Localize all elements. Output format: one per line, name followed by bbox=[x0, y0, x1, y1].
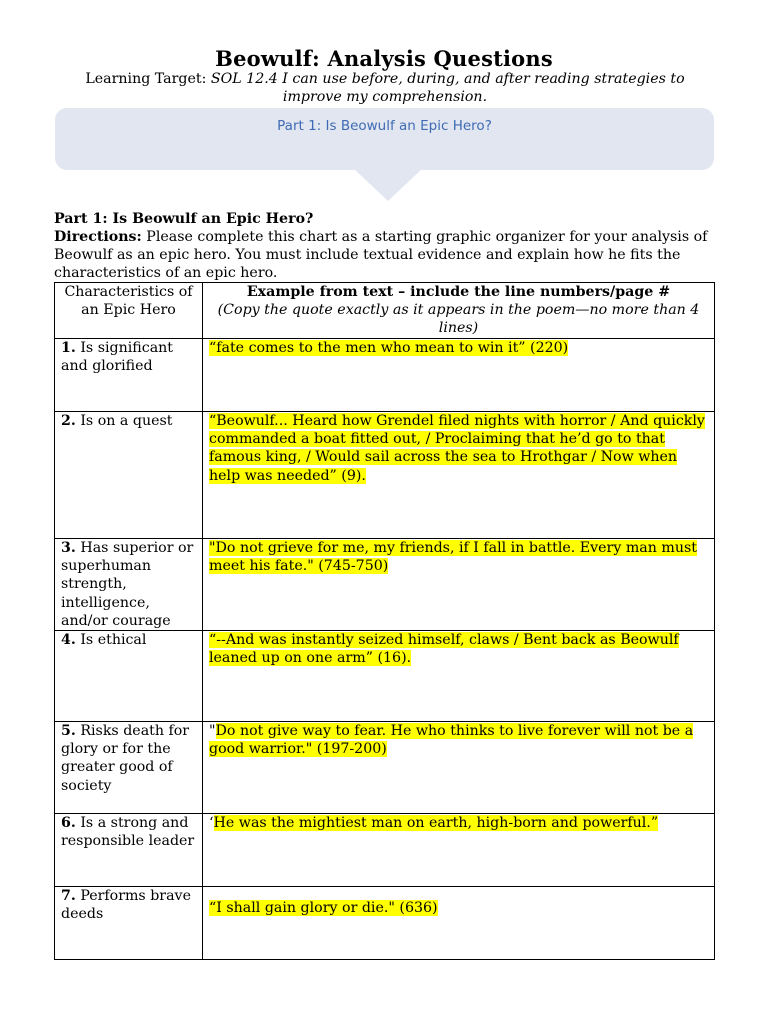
characteristic-label: Has superior or superhuman strength, intelligence, and/or courage bbox=[61, 540, 194, 629]
row-number: 3. bbox=[61, 540, 76, 556]
directions-label: Directions: bbox=[54, 229, 142, 245]
characteristic-cell bbox=[55, 412, 203, 539]
characteristic-cell bbox=[55, 539, 203, 631]
col2-header-subtitle: (Copy the quote exactly as it appears in the poem—no more than 4 lines) bbox=[217, 302, 700, 337]
intro-section bbox=[54, 210, 718, 282]
directions-text: Please complete this chart as a starting graphic organizer for your analysis of Beowulf as an epic hero. You must include textual evidence and explain how he fits the characteristics of an epic hero. bbox=[54, 229, 708, 281]
directions bbox=[54, 228, 718, 282]
quote-prefix: " bbox=[209, 723, 216, 740]
evidence-cell bbox=[203, 814, 715, 887]
part-heading bbox=[54, 210, 718, 228]
row-number: 2. bbox=[61, 413, 76, 429]
characteristic-label: Performs brave deeds bbox=[61, 888, 191, 923]
characteristic-cell bbox=[55, 814, 203, 887]
table-row bbox=[55, 887, 715, 960]
evidence-quote: “I shall gain glory or die." (636) bbox=[209, 900, 438, 917]
table-header-row bbox=[55, 283, 715, 339]
evidence-quote: He was the mightiest man on earth, high-born and powerful.” bbox=[213, 815, 659, 832]
part-title: : Is Beowulf an Epic Hero? bbox=[102, 211, 314, 227]
col2-header-title: Example from text – include the line numbers/page # bbox=[246, 284, 671, 300]
learning-target bbox=[55, 71, 715, 106]
evidence-cell bbox=[203, 631, 715, 722]
row-number: 5. bbox=[61, 723, 76, 740]
table-row bbox=[55, 814, 715, 887]
col2-header bbox=[203, 283, 715, 339]
evidence-quote: “Beowulf... Heard how Grendel filed nights with horror / And quickly commanded a boat fitted out, / Proclaiming that he’d go to that famous king, / Would sail across the sea to Hrothgar / Now when help was needed” (9). bbox=[209, 413, 705, 484]
table-row bbox=[55, 339, 715, 412]
characteristic-label: Is on a quest bbox=[75, 413, 173, 429]
evidence-quote: “--And was instantly seized himself, claws / Bent back as Beowulf leaned up on one arm” (16). bbox=[209, 632, 679, 667]
epic-hero-chart bbox=[54, 282, 715, 960]
row-number: 4. bbox=[61, 632, 76, 649]
table-row bbox=[55, 631, 715, 722]
characteristic-cell bbox=[55, 887, 203, 960]
learning-target-text: SOL 12.4 I can use before, during, and after reading strategies to improve my comprehension. bbox=[210, 71, 685, 105]
row-number: 7. bbox=[61, 888, 76, 905]
evidence-cell bbox=[203, 539, 715, 631]
characteristic-cell bbox=[55, 631, 203, 722]
table-row bbox=[55, 722, 715, 814]
evidence-quote: Do not give way to fear. He who thinks to live forever will not be a good warrior." (197-200) bbox=[209, 723, 694, 758]
section-banner bbox=[55, 108, 714, 170]
row-number: 1. bbox=[61, 340, 76, 356]
part-label: Part 1 bbox=[54, 211, 103, 227]
quote-prefix: ‘ bbox=[209, 815, 214, 832]
row-number: 6. bbox=[61, 815, 76, 832]
evidence-cell bbox=[203, 887, 715, 960]
characteristic-cell bbox=[55, 339, 203, 412]
characteristic-label: Risks death for glory or for the greater good of society bbox=[61, 723, 190, 794]
evidence-cell bbox=[203, 412, 715, 539]
table-row bbox=[55, 539, 715, 631]
evidence-cell bbox=[203, 722, 715, 814]
characteristic-label: Is a strong and responsible leader bbox=[61, 815, 195, 850]
evidence-cell bbox=[203, 339, 715, 412]
evidence-quote: “fate comes to the men who mean to win it” (220) bbox=[209, 340, 569, 356]
characteristic-cell bbox=[55, 722, 203, 814]
characteristic-label: Is ethical bbox=[75, 632, 147, 649]
banner-title: Part 1: Is Beowulf an Epic Hero? bbox=[277, 118, 492, 134]
learning-target-label: Learning Target: bbox=[85, 71, 211, 87]
page-title: Beowulf: Analysis Questions bbox=[215, 46, 553, 71]
table-row bbox=[55, 412, 715, 539]
evidence-quote: "Do not grieve for me, my friends, if I fall in battle. Every man must meet his fate." (745-750) bbox=[209, 540, 697, 575]
characteristic-label: Is significant and glorified bbox=[61, 340, 173, 375]
banner-arrow-shape bbox=[354, 169, 422, 201]
col1-header: Characteristics of an Epic Hero bbox=[55, 283, 203, 339]
